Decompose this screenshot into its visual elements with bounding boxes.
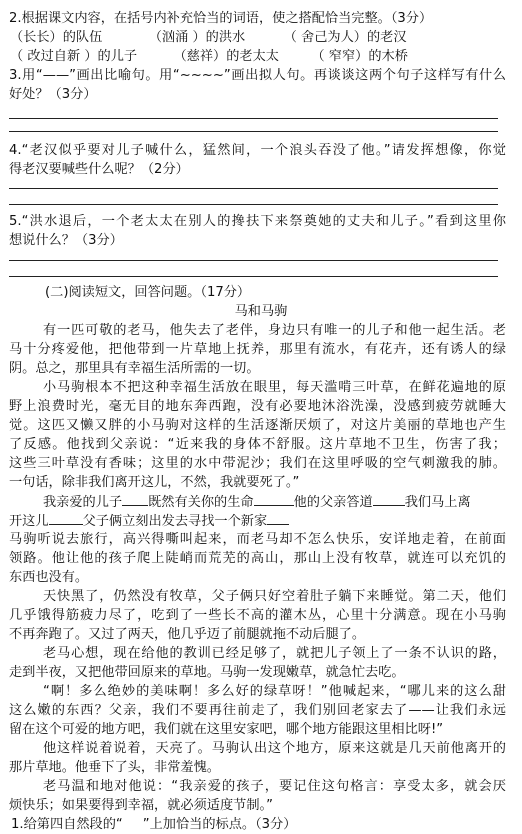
p3-fragment: 既然有关你的生命 [148, 495, 254, 510]
p2-line: 一句话，除非我们离开这儿，不然，我就要死了。” [9, 475, 300, 490]
answer-line [9, 131, 498, 132]
q2-row-2 [10, 47, 506, 66]
q3-line-2: 好处？（3分） [9, 87, 97, 102]
p4-line: 几乎饿得筋疲力尽了，吃到了一些长不高的灌木丛，心里十分满意。现在小马驹 [9, 608, 506, 623]
q2-item: （汹涌 ）的洪水 [148, 30, 246, 45]
story-title: 马和马驹 [234, 304, 288, 319]
p4-line: 不再奔跑了。又过了两天，他几乎迈了前腿就拖不动后腿了。 [9, 627, 366, 642]
p3-fragment: 我们马上离 [404, 495, 471, 510]
q2-item: （ 舍己为人）的老汉 [283, 30, 407, 45]
p6-line: 这么嫩的东西？父亲，我们不要再往前走了，我们别回老家去了——让我们永远 [9, 703, 506, 718]
q5-line-2: 想说什么？（3分） [9, 233, 123, 248]
q2-item: （长长）的队伍 [10, 30, 103, 45]
p7-line: 那片草地。他垂下了头，非常羞愧。 [9, 760, 220, 775]
answer-line [9, 276, 498, 277]
p1-line: 马十分疼爱他，把他带到一片草地上抚养，那里有流水，有花卉，还有诱人的绿 [9, 342, 506, 357]
part2-q1-text: 1.给第四自然段的“ [11, 817, 123, 832]
part2-q1-text: ”上加恰当的标点。（3分） [142, 817, 297, 832]
p7-line: 他这样说着说着，天亮了。马驹认出这个地方，原来这就是几天前他离开的 [43, 741, 506, 756]
q2-item: （慈祥）的老太太 [173, 49, 279, 64]
p3-fragment: 父子俩立刻出发去寻找一个新家 [82, 514, 268, 529]
q2-title: 2.根据课文内容，在括号内补充恰当的词语，使之搭配恰当完整。（3分） [9, 11, 433, 26]
p1-line: 阴。总之，那里具有幸福生活所需的一切。 [9, 361, 260, 376]
p3-fragment: 我亲爱的儿子 [43, 495, 123, 510]
answer-line [9, 260, 498, 261]
fill-blank [122, 492, 148, 506]
p2-line: 了反感。他找到父亲说：“近来我的身体不舒服。这片草地不卫生，伤害了我； [9, 437, 506, 452]
part2-heading: (二)阅读短文，回答问题。（17分） [45, 285, 251, 300]
p8-line: 烦快乐；如果要得到幸福，就必须适度节制。” [9, 798, 273, 813]
p3-line: 东西也没有。 [9, 570, 89, 585]
p4-line: 天快黑了，仍然没有牧草，父子俩只好空着肚子躺下来睡觉。第二天，他们 [43, 589, 506, 604]
p3-line: 马驹听说去旅行，高兴得嘶叫起来，而老马却不怎么快乐，安详地走着，在前面 [9, 532, 506, 547]
answer-line [9, 188, 498, 189]
p3-fragment: 他的父亲答道 [293, 495, 373, 510]
answer-line [9, 118, 498, 119]
q2-item: （ 改过自新 ）的儿子 [10, 49, 138, 64]
q3-line-1: 3.用“——”画出比喻句。用“~~~~”画出拟人句。再谈谈这两个句子这样写有什么 [9, 68, 506, 83]
p3-fragment: 开这儿 [9, 514, 49, 529]
q4-line-2: 得老汉要喊些什么呢？（2分） [9, 162, 189, 177]
q4-line-1: 4.“老汉似乎要对儿子喊什么，猛然间，一个浪头吞没了他。”请发挥想像，你觉 [9, 143, 506, 158]
q2-item: （ 窄窄）的木桥 [311, 49, 408, 64]
q5-line-1: 5.“洪水退后，一个老太太在别人的搀扶下来祭奠她的丈夫和儿子。”看到这里你 [9, 214, 506, 229]
p2-line: 这些三叶草没有香味；这里的水中带泥沙；我们在这里呼吸的空气刺激我的肺。 [9, 456, 506, 471]
p2-line: 小马驹根本不把这种幸福生活放在眼里，每天滥啃三叶草，在鲜花遍地的原 [43, 380, 506, 395]
answer-line [9, 204, 498, 205]
fill-blank [254, 492, 294, 506]
p3-line-blanks [43, 492, 506, 512]
p2-line: 觉。这匹又懒又胖的小马驹对这样的生活逐渐厌烦了，对这片美丽的草地也产生 [9, 418, 506, 433]
p5-line: 走到半夜，又把他带回原来的草地。马驹一发现嫩草，就急忙去吃。 [9, 665, 405, 680]
p3-line: 领路。他让他的孩子爬上陡峭而荒芜的高山，那山上没有牧草，就连可以充饥的 [9, 551, 506, 566]
p1-line: 有一匹可敬的老马，他失去了老伴，身边只有唯一的儿子和他一起生活。老 [43, 323, 506, 338]
fill-blank [373, 492, 405, 506]
fill-blank [267, 511, 289, 525]
p6-line: “啊！多么绝妙的美味啊！多么好的绿草呀！”他喊起来，“哪儿来的这么甜 [43, 684, 506, 699]
q2-row-1 [10, 28, 506, 47]
p8-line: 老马温和地对他说：“我亲爱的孩子，要记住这句格言：享受太多，就会厌 [43, 779, 506, 794]
p5-line: 老马心想，现在给他的教训已经足够了，就把儿子领上了一条不认识的路， [43, 646, 506, 661]
part2-q1 [11, 815, 506, 834]
p6-line: 留在这个可爱的地方吧，我们就在这里安家吧，哪个地方能跟这里相比呀!” [9, 722, 444, 737]
p2-line: 野上浪费时光，毫无目的地东奔西跑，没有必要地沐浴洗澡，没感到疲劳就睡大 [9, 399, 506, 414]
p3-line-blanks [9, 511, 506, 531]
fill-blank [49, 511, 83, 525]
